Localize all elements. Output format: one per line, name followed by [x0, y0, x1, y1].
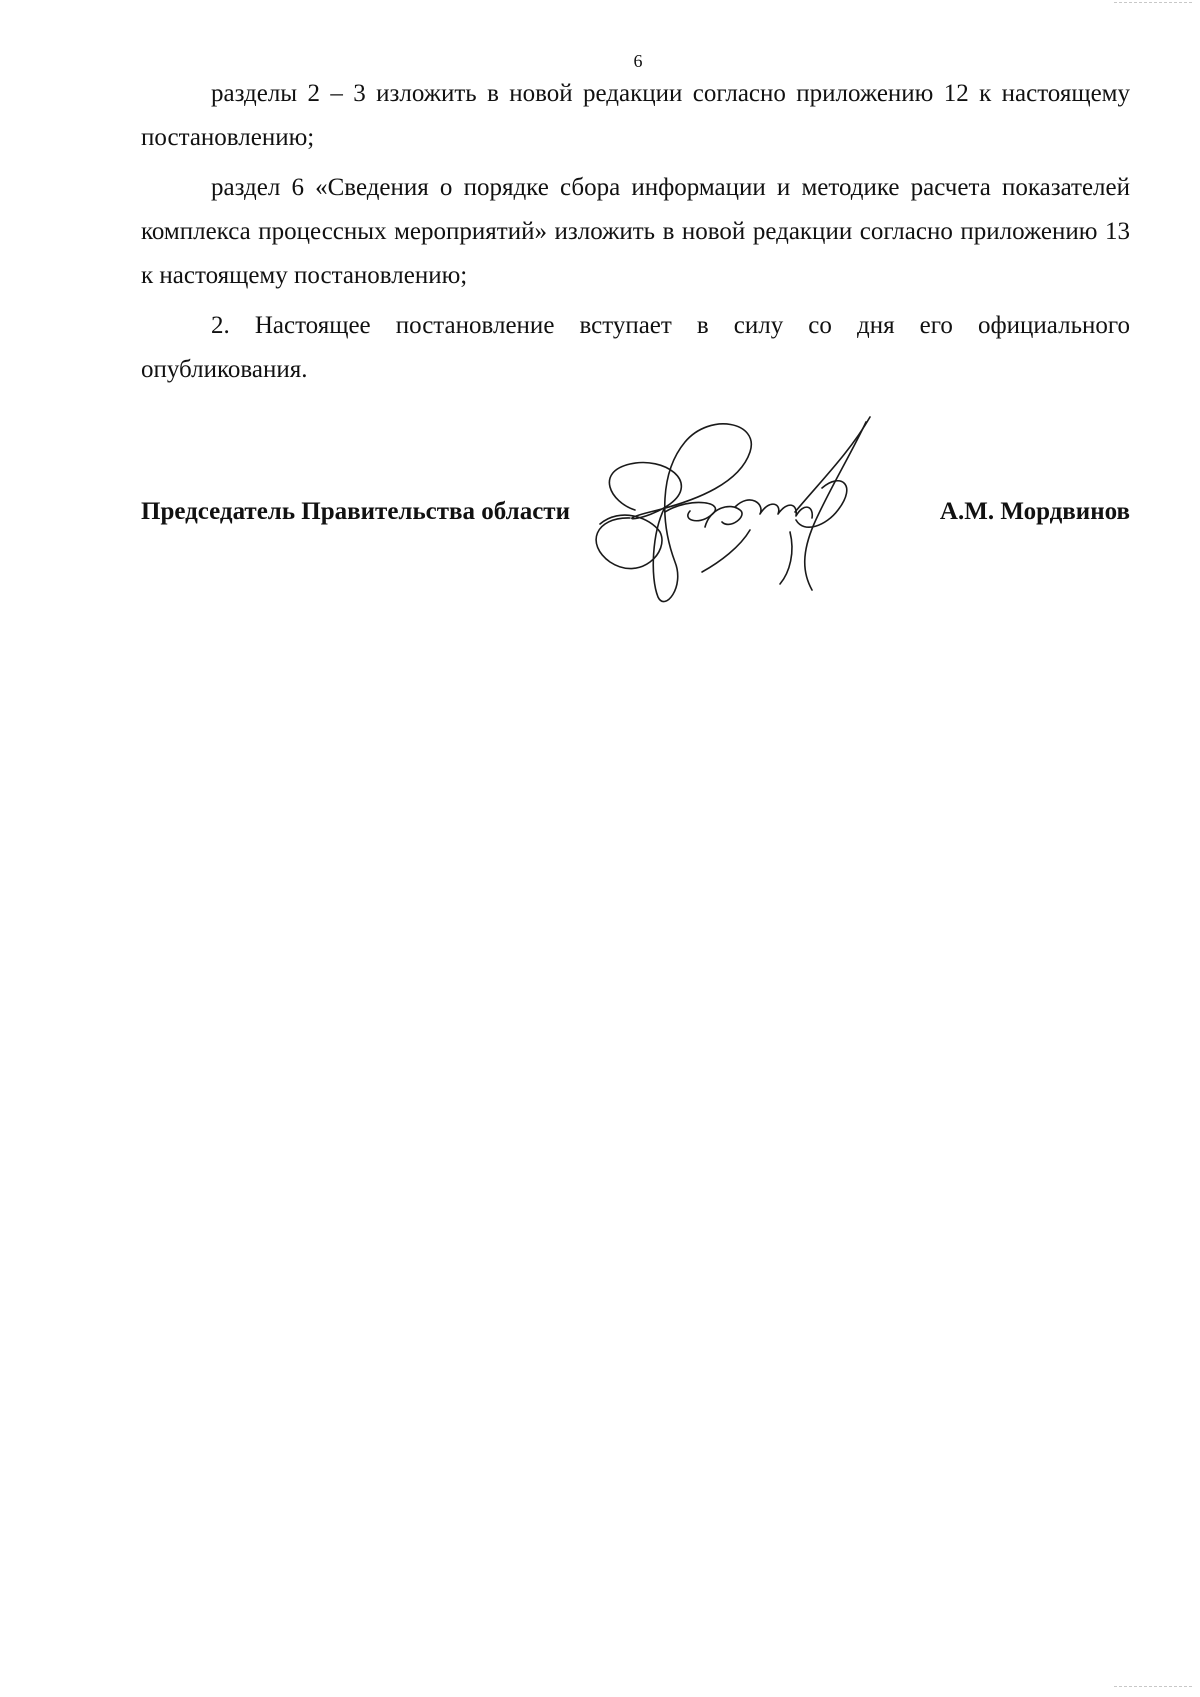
page-number: 6 [633, 51, 643, 71]
scan-edge-mark [1114, 2, 1192, 9]
paragraph-section-6: раздел 6 «Сведения о порядке сбора информации и методике расчета показателей комплекса процессных мероприятий» изложить в новой редакции согласно приложению 13 к настоящему постановлению; [141, 174, 1130, 289]
scan-edge-mark [1114, 1686, 1192, 1693]
signer-title: Председатель Правительства области [141, 498, 570, 525]
document-body [141, 72, 1130, 398]
paragraph-entry-into-force: 2. Настоящее постановление вступает в силу со дня его официального опубликования. [141, 312, 1130, 383]
signer-name: А.М. Мордвинов [939, 498, 1130, 525]
paragraph-sections-2-3: разделы 2 – 3 изложить в новой редакции согласно приложению 12 к настоящему постановлению; [141, 80, 1130, 151]
handwritten-signature [590, 412, 950, 617]
